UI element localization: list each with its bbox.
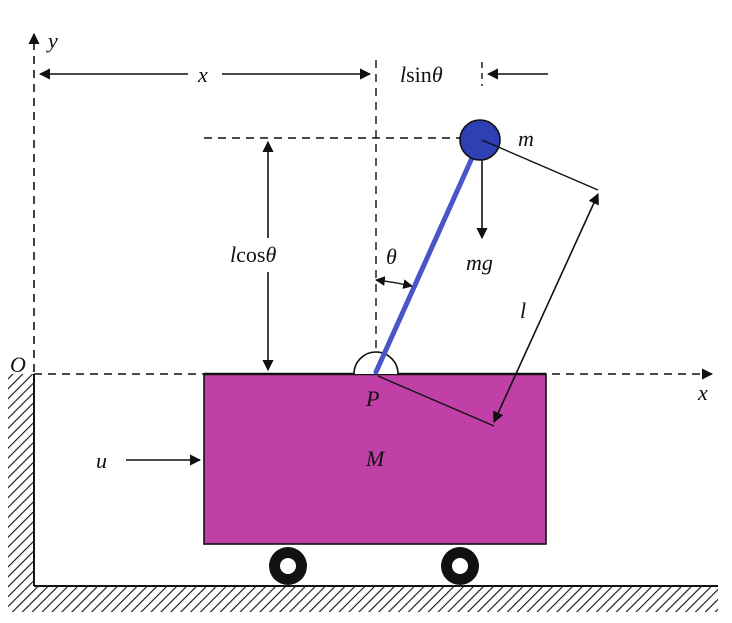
right-wheel [441,547,479,585]
x-distance-label: x [198,62,208,87]
l-cos-theta-theta: θ [265,242,277,267]
l-cos-theta-cos: cos [236,242,266,267]
angle-label: θ [386,244,397,269]
origin-label: O [10,352,26,377]
left-wheel [269,547,307,585]
l-sin-theta-l: l [400,62,407,87]
bob-mass-label: m [518,126,534,151]
wall-hatch [8,374,34,612]
cart-mass-label: M [366,446,385,471]
pendulum-bob [460,120,500,160]
l-cos-theta-l: l [230,242,237,267]
ground-hatch [32,586,718,612]
y-axis-label: y [48,28,58,53]
pivot-label: P [366,386,380,411]
control-input-label: u [96,448,107,473]
x-axis-label: x [698,380,708,405]
l-cos-theta-label [230,242,276,267]
l-sin-theta-sin: sin [406,62,432,87]
l-sin-theta-theta: θ [431,62,443,87]
pole-length-label: l [520,298,527,323]
length-extension-top [482,140,598,190]
gravity-label: mg [466,250,493,275]
angle-arc [376,280,412,286]
l-sin-theta-label [400,62,443,87]
